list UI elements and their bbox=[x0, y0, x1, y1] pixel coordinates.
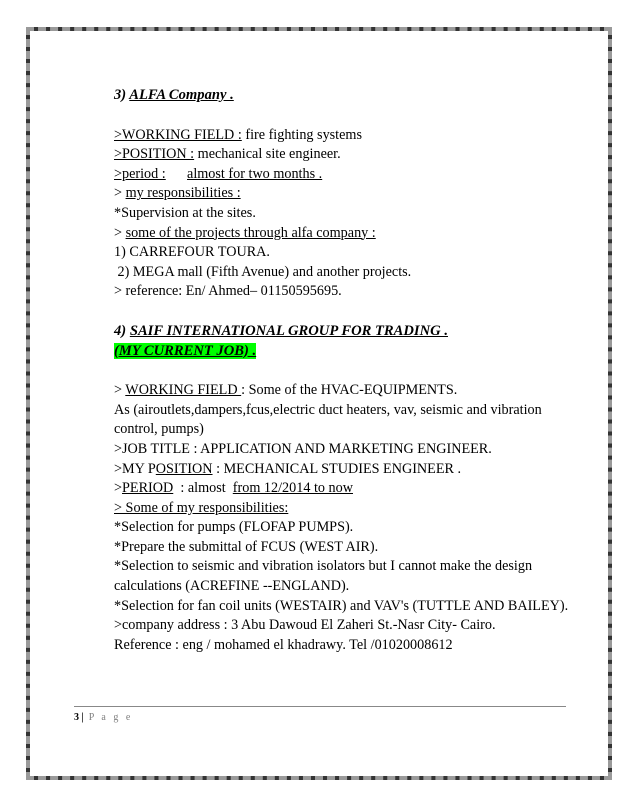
section-3-company: ALFA Company . bbox=[129, 87, 234, 103]
footer-divider bbox=[74, 706, 566, 707]
responsibilities-label: my responsibilities : bbox=[125, 185, 241, 202]
current-period-prefix: > bbox=[114, 480, 123, 497]
page-footer bbox=[74, 712, 133, 723]
hvac-working-field-line bbox=[114, 381, 576, 401]
current-job-line bbox=[114, 342, 576, 362]
responsibilities-prefix: > bbox=[114, 185, 126, 202]
period-label: >period : bbox=[114, 165, 166, 182]
responsibilities-line bbox=[114, 184, 576, 204]
equipment-list: As (airoutlets,dampers,fcus,electric duct heaters, vav, seismic and vibration control, pumps) bbox=[114, 401, 542, 438]
current-period-label: PERIOD bbox=[122, 480, 174, 497]
section-4-number: 4) bbox=[114, 322, 127, 339]
document-body bbox=[114, 86, 576, 655]
supervision-line: *Supervision at the sites. bbox=[114, 204, 256, 221]
position-label: >POSITION : bbox=[114, 146, 195, 163]
my-position-underlined: OSITION bbox=[155, 460, 213, 477]
current-reference: Reference : eng / mohamed el khadrawy. Tel /01020008612 bbox=[114, 636, 453, 653]
my-position-value: : MECHANICAL STUDIES ENGINEER . bbox=[212, 460, 462, 477]
my-position-prefix: >MY P bbox=[114, 460, 156, 477]
period-line bbox=[114, 165, 576, 185]
reference-line: > reference: En/ Ahmed– 01150595695. bbox=[114, 283, 342, 300]
project-2: 2) MEGA mall (Fifth Avenue) and another projects. bbox=[114, 263, 412, 280]
projects-prefix: > bbox=[114, 224, 126, 241]
position-value: mechanical site engineer. bbox=[194, 146, 341, 163]
current-period-line bbox=[114, 479, 576, 499]
position-line bbox=[114, 145, 576, 165]
page-number: 3 | bbox=[74, 712, 84, 723]
current-responsibilities-label bbox=[114, 499, 576, 519]
responsibility-2: *Prepare the submittal of FCUS (WEST AIR). bbox=[114, 538, 379, 555]
responsibility-1: *Selection for pumps (FLOFAP PUMPS). bbox=[114, 519, 354, 536]
hvac-wf-prefix: > bbox=[114, 382, 126, 399]
hvac-wf-label: WORKING FIELD bbox=[125, 382, 242, 399]
section-3-heading bbox=[114, 86, 576, 106]
section-4-company: SAIF INTERNATIONAL GROUP FOR TRADING . bbox=[129, 322, 448, 339]
working-field-label: >WORKING FIELD : bbox=[114, 126, 242, 143]
company-address: >company address : 3 Abu Dawoud El Zaheri St.-Nasr City- Cairo. bbox=[114, 617, 496, 634]
section-3-number: 3) bbox=[114, 87, 127, 103]
page-word: P a g e bbox=[83, 712, 133, 723]
current-job-badge: (MY CURRENT JOB) . bbox=[114, 342, 257, 359]
responsibility-4: *Selection for fan coil units (WESTAIR) and VAV's (TUTTLE AND BAILEY). bbox=[114, 597, 569, 614]
period-value: almost for two months . bbox=[187, 165, 323, 182]
projects-label: some of the projects through alfa company : bbox=[125, 224, 376, 241]
hvac-wf-value: : Some of the HVAC-EQUIPMENTS. bbox=[241, 382, 458, 399]
current-responsibilities-text: > Some of my responsibilities: bbox=[114, 499, 289, 516]
current-period-mid: : almost bbox=[173, 480, 233, 497]
working-field-line bbox=[114, 126, 576, 146]
my-position-line bbox=[114, 460, 576, 480]
section-4-heading bbox=[114, 322, 576, 342]
responsibility-3: *Selection to seismic and vibration isolators but I cannot make the design calculations (ACREFINE --ENGLAND). bbox=[114, 558, 533, 595]
projects-line bbox=[114, 224, 576, 244]
current-period-value: from 12/2014 to now bbox=[232, 480, 353, 497]
project-1: 1) CARREFOUR TOURA. bbox=[114, 244, 270, 261]
working-field-value: fire fighting systems bbox=[241, 126, 362, 143]
job-title-line: >JOB TITLE : APPLICATION AND MARKETING ENGINEER. bbox=[114, 440, 492, 457]
